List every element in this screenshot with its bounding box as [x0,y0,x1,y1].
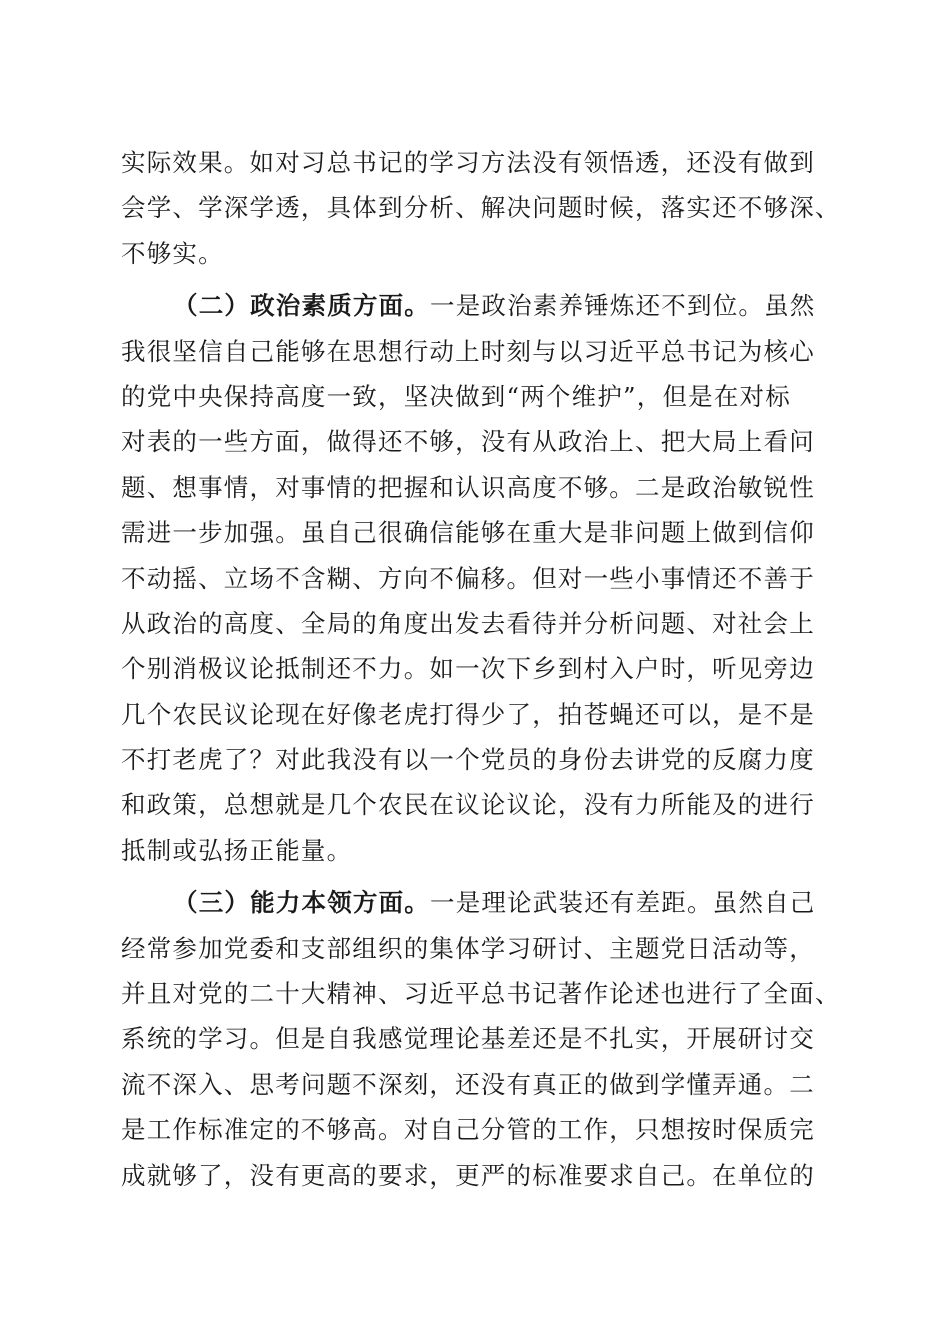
text-line: 需进一步加强。虽自己很确信能够在重大是非问题上做到信仰 [121,518,815,548]
text-line: 不够实。 [121,238,224,268]
paragraph-start-section-3 [121,880,831,925]
text-line: 流不深入、思考问题不深刻，还没有真正的做到学懂弄通。二 [121,1069,815,1099]
section-heading-political-quality: （二）政治素质方面。 [173,291,430,321]
text-line: 会学、学深学透，具体到分析、解决问题时候，落实还不够深、 [121,193,841,223]
section-heading-capability: （三）能力本领方面。 [173,888,430,918]
text-line: 题、想事情，对事情的把握和认识高度不够。二是政治敏锐性 [121,472,815,502]
text-line: 不动摇、立场不含糊、方向不偏移。但对一些小事情还不善于 [121,563,815,593]
text-line: 个别消极议论抵制还不力。如一次下乡到村入户时，听见旁边 [121,654,815,684]
document-body [121,140,841,1198]
text-line: 成就够了，没有更高的要求，更严的标准要求自己。在单位的 [121,1160,815,1190]
text-line: 并且对党的二十大精神、习近平总书记著作论述也进行了全面、 [121,979,841,1009]
text-line: 几个农民议论现在好像老虎打得少了，拍苍蝇还可以，是不是 [121,699,815,729]
text-line: 我很坚信自己能够在思想行动上时刻与以习近平总书记为核心 [121,336,815,366]
text-line: 经常参加党委和支部组织的集体学习研讨、主题党日活动等， [121,933,815,963]
text-line: 的党中央保持高度一致，坚决做到“两个维护”，但是在对标 [121,381,791,411]
text-run: 一是政治素养锤炼还不到位。虽然 [430,291,816,321]
text-line: 从政治的高度、全局的角度出发去看待并分析问题、对社会上 [121,608,815,638]
paragraph-start-section-2 [121,283,831,328]
text-line: 是工作标准定的不够高。对自己分管的工作，只想按时保质完 [121,1115,815,1145]
text-line: 抵制或弘扬正能量。 [121,835,353,865]
text-line: 和政策，总想就是几个农民在议论议论，没有力所能及的进行 [121,790,815,820]
text-line: 对表的一些方面，做得还不够，没有从政治上、把大局上看问 [121,427,815,457]
text-run: 一是理论武装还有差距。虽然自己 [430,888,816,918]
text-line: 不打老虎了？对此我没有以一个党员的身份去讲党的反腐力度 [121,745,815,775]
text-line: 系统的学习。但是自我感觉理论基差还是不扎实，开展研讨交 [121,1024,815,1054]
text-line: 实际效果。如对习总书记的学习方法没有领悟透，还没有做到 [121,148,815,177]
